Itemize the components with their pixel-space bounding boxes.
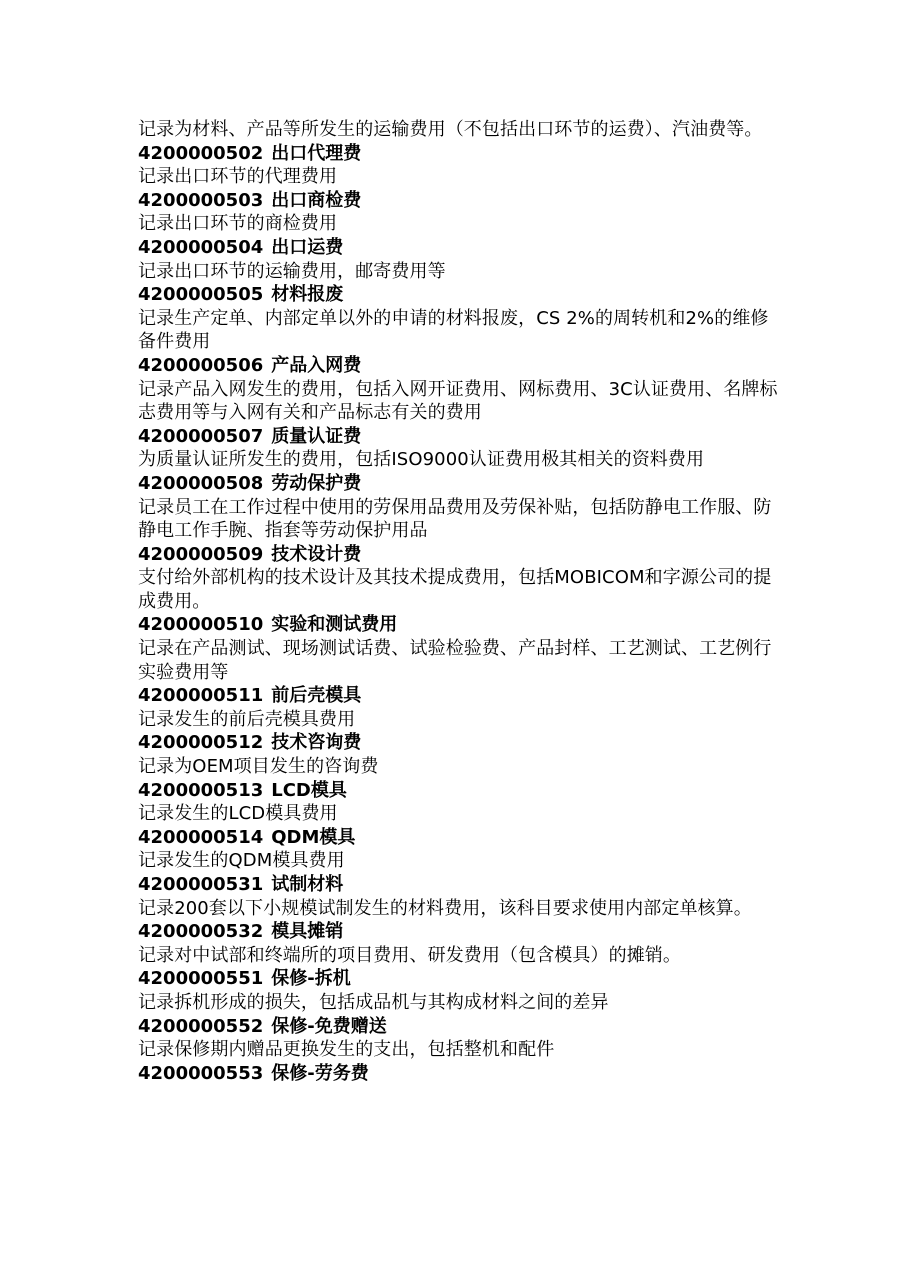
account-code: 4200000506	[138, 354, 264, 376]
account-description: 记录员工在工作过程中使用的劳保用品费用及劳保补贴，包括防静电工作服、防静电工作手腕、指套等劳动保护用品	[138, 496, 772, 542]
account-entry	[138, 142, 778, 189]
account-entry	[138, 684, 778, 731]
document-page	[138, 118, 778, 1085]
account-description: 记录发生的QDM模具费用	[138, 850, 345, 872]
account-code: 4200000531	[138, 874, 264, 895]
account-entry-list	[138, 142, 778, 1086]
account-code: 4200000508	[138, 472, 264, 494]
account-description: 记录出口环节的代理费用	[138, 166, 338, 188]
account-description: 记录发生的LCD模具费用	[138, 803, 338, 825]
account-heading	[138, 472, 778, 496]
account-code: 4200000552	[138, 1015, 264, 1037]
account-entry	[138, 920, 778, 967]
account-description: 记录生产定单、内部定单以外的申请的材料报废，CS 2%的周转机和2%的维修备件费用	[138, 307, 769, 353]
account-code: 4200000502	[138, 142, 264, 164]
account-code: 4200000507	[138, 425, 264, 447]
account-heading	[138, 967, 778, 991]
account-heading	[138, 613, 778, 637]
account-description: 为质量认证所发生的费用，包括ISO9000认证费用极其相关的资料费用	[138, 449, 705, 471]
account-heading	[138, 283, 778, 307]
account-entry	[138, 826, 778, 873]
account-code: 4200000511	[138, 685, 264, 707]
account-heading	[138, 1062, 778, 1086]
account-title: 质量认证费	[271, 425, 362, 447]
account-description: 记录出口环节的商检费用	[138, 213, 338, 235]
account-description: 记录发生的前后壳模具费用	[138, 708, 356, 730]
account-code: 4200000504	[138, 236, 264, 258]
account-title: 出口商检费	[271, 189, 362, 211]
account-heading	[138, 1015, 778, 1039]
account-entry	[138, 189, 778, 236]
account-title: 技术设计费	[271, 543, 362, 565]
account-entry	[138, 1015, 778, 1062]
account-title: 出口代理费	[271, 142, 362, 164]
account-code: 4200000509	[138, 543, 264, 565]
account-entry	[138, 236, 778, 283]
account-description: 记录产品入网发生的费用，包括入网开证费用、网标费用、3C认证费用、名牌标志费用等与入网有关和产品标志有关的费用	[138, 378, 778, 424]
account-title: 产品入网费	[271, 354, 362, 376]
account-description: 记录拆机形成的损失，包括成品机与其构成材料之间的差异	[138, 991, 609, 1013]
account-code: 4200000512	[138, 732, 264, 754]
account-heading	[138, 731, 778, 755]
account-title: 保修-劳务费	[271, 1062, 369, 1084]
account-entry	[138, 873, 778, 920]
account-title: 保修-免费赠送	[271, 1015, 387, 1037]
account-heading	[138, 779, 778, 803]
account-title: 模具摊销	[271, 921, 344, 943]
account-entry	[138, 731, 778, 778]
account-title: 前后壳模具	[271, 685, 362, 707]
account-entry	[138, 967, 778, 1014]
account-description: 记录在产品测试、现场测试话费、试验检验费、产品封样、工艺测试、工艺例行实验费用等	[138, 638, 772, 683]
account-title: QDM模具	[271, 826, 356, 848]
account-title: LCD模具	[271, 779, 347, 801]
account-description: 记录保修期内赠品更换发生的支出，包括整机和配件	[138, 1039, 555, 1061]
account-entry	[138, 425, 778, 472]
account-entry	[138, 472, 778, 543]
account-entry	[138, 354, 778, 425]
account-heading	[138, 236, 778, 260]
account-code: 4200000503	[138, 189, 264, 211]
account-heading	[138, 142, 778, 166]
account-title: 材料报废	[271, 284, 344, 306]
account-title: 试制材料	[271, 874, 344, 895]
account-heading	[138, 425, 778, 449]
account-entry	[138, 1062, 778, 1086]
account-title: 出口运费	[271, 236, 344, 258]
account-code: 4200000505	[138, 284, 264, 306]
account-description: 记录出口环节的运输费用，邮寄费用等	[138, 260, 446, 282]
account-description: 记录对中试部和终端所的项目费用、研发费用（包含模具）的摊销。	[138, 944, 681, 966]
account-entry	[138, 779, 778, 826]
account-code: 4200000513	[138, 779, 264, 801]
account-description: 记录200套以下小规模试制发生的材料费用，该科目要求使用内部定单核算。	[138, 897, 752, 919]
account-title: 技术咨询费	[271, 732, 362, 754]
account-heading	[138, 920, 778, 944]
account-heading	[138, 684, 778, 708]
account-code: 4200000551	[138, 968, 264, 990]
account-heading	[138, 826, 778, 850]
account-description: 记录为OEM项目发生的咨询费	[138, 756, 379, 778]
account-code: 4200000514	[138, 826, 264, 848]
account-title: 劳动保护费	[271, 472, 362, 494]
intro-paragraph: 记录为材料、产品等所发生的运输费用（不包括出口环节的运费）、汽油费等。	[138, 119, 763, 140]
account-heading	[138, 543, 778, 567]
account-code: 4200000553	[138, 1062, 264, 1084]
account-heading	[138, 354, 778, 378]
account-entry	[138, 283, 778, 354]
account-description: 支付给外部机构的技术设计及其技术提成费用，包括MOBICOM和字源公司的提成费用。	[138, 567, 772, 612]
account-title: 保修-拆机	[271, 968, 351, 990]
account-heading	[138, 873, 778, 897]
account-entry	[138, 613, 778, 684]
account-title: 实验和测试费用	[271, 614, 398, 636]
account-entry	[138, 543, 778, 614]
account-code: 4200000532	[138, 921, 264, 943]
account-heading	[138, 189, 778, 213]
account-code: 4200000510	[138, 614, 264, 636]
